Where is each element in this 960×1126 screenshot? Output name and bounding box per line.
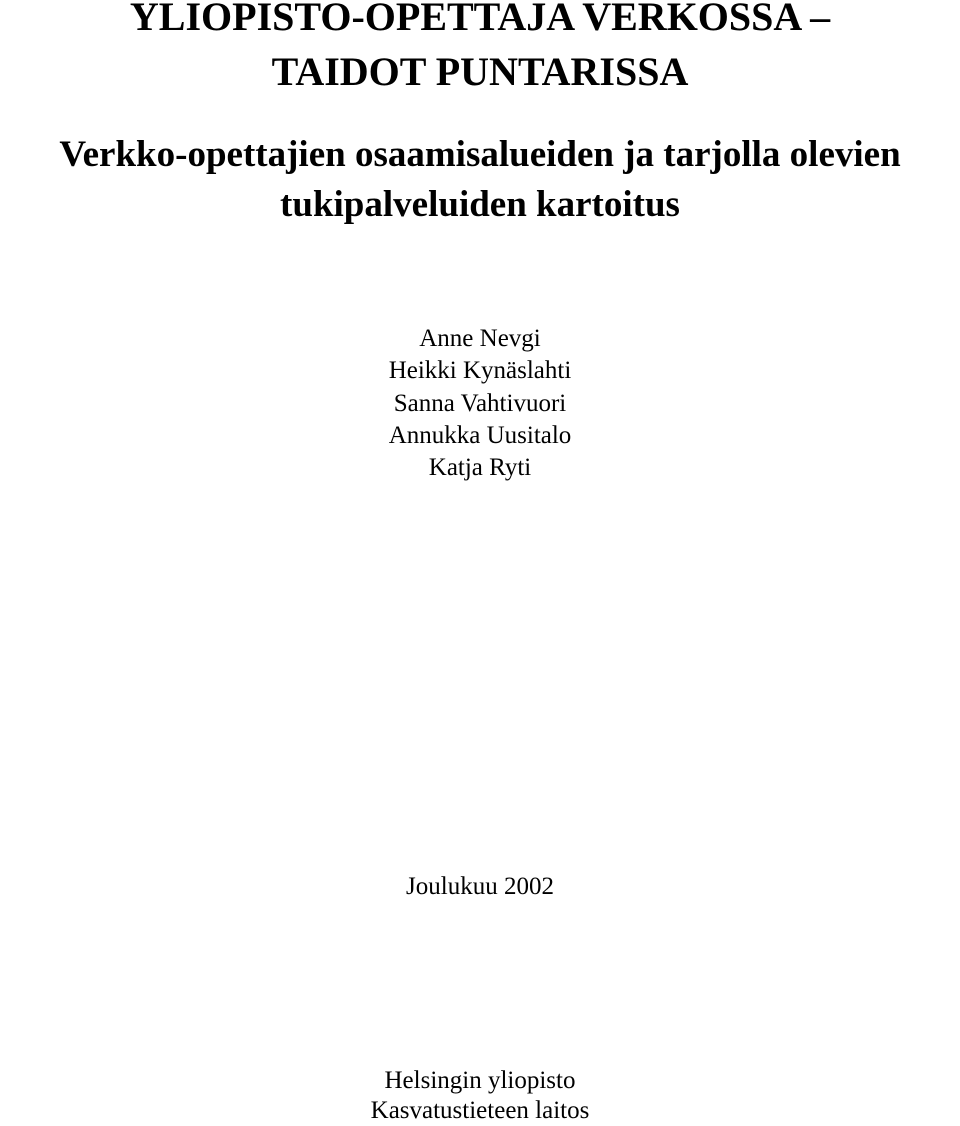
publisher-department: Kasvatustieteen laitos <box>370 1097 590 1124</box>
subtitle-line-1: Verkko-opettajien osaamisalueiden ja tarjolla olevien <box>59 134 901 175</box>
publisher-university: Helsingin yliopisto <box>384 1067 576 1094</box>
author-name: Anne Nevgi <box>419 325 541 352</box>
author-name: Heikki Kynäslahti <box>388 357 572 384</box>
main-title-line-1: YLIOPISTO-OPETTAJA VERKOSSA – <box>129 0 831 39</box>
subtitle-line-2: tukipalveluiden kartoitus <box>280 184 680 225</box>
publication-date: Joulukuu 2002 <box>406 873 554 900</box>
main-title-line-2: TAIDOT PUNTARISSA <box>271 49 689 94</box>
author-name: Annukka Uusitalo <box>388 422 572 449</box>
author-name: Katja Ryti <box>428 454 532 481</box>
author-name: Sanna Vahtivuori <box>393 390 567 417</box>
